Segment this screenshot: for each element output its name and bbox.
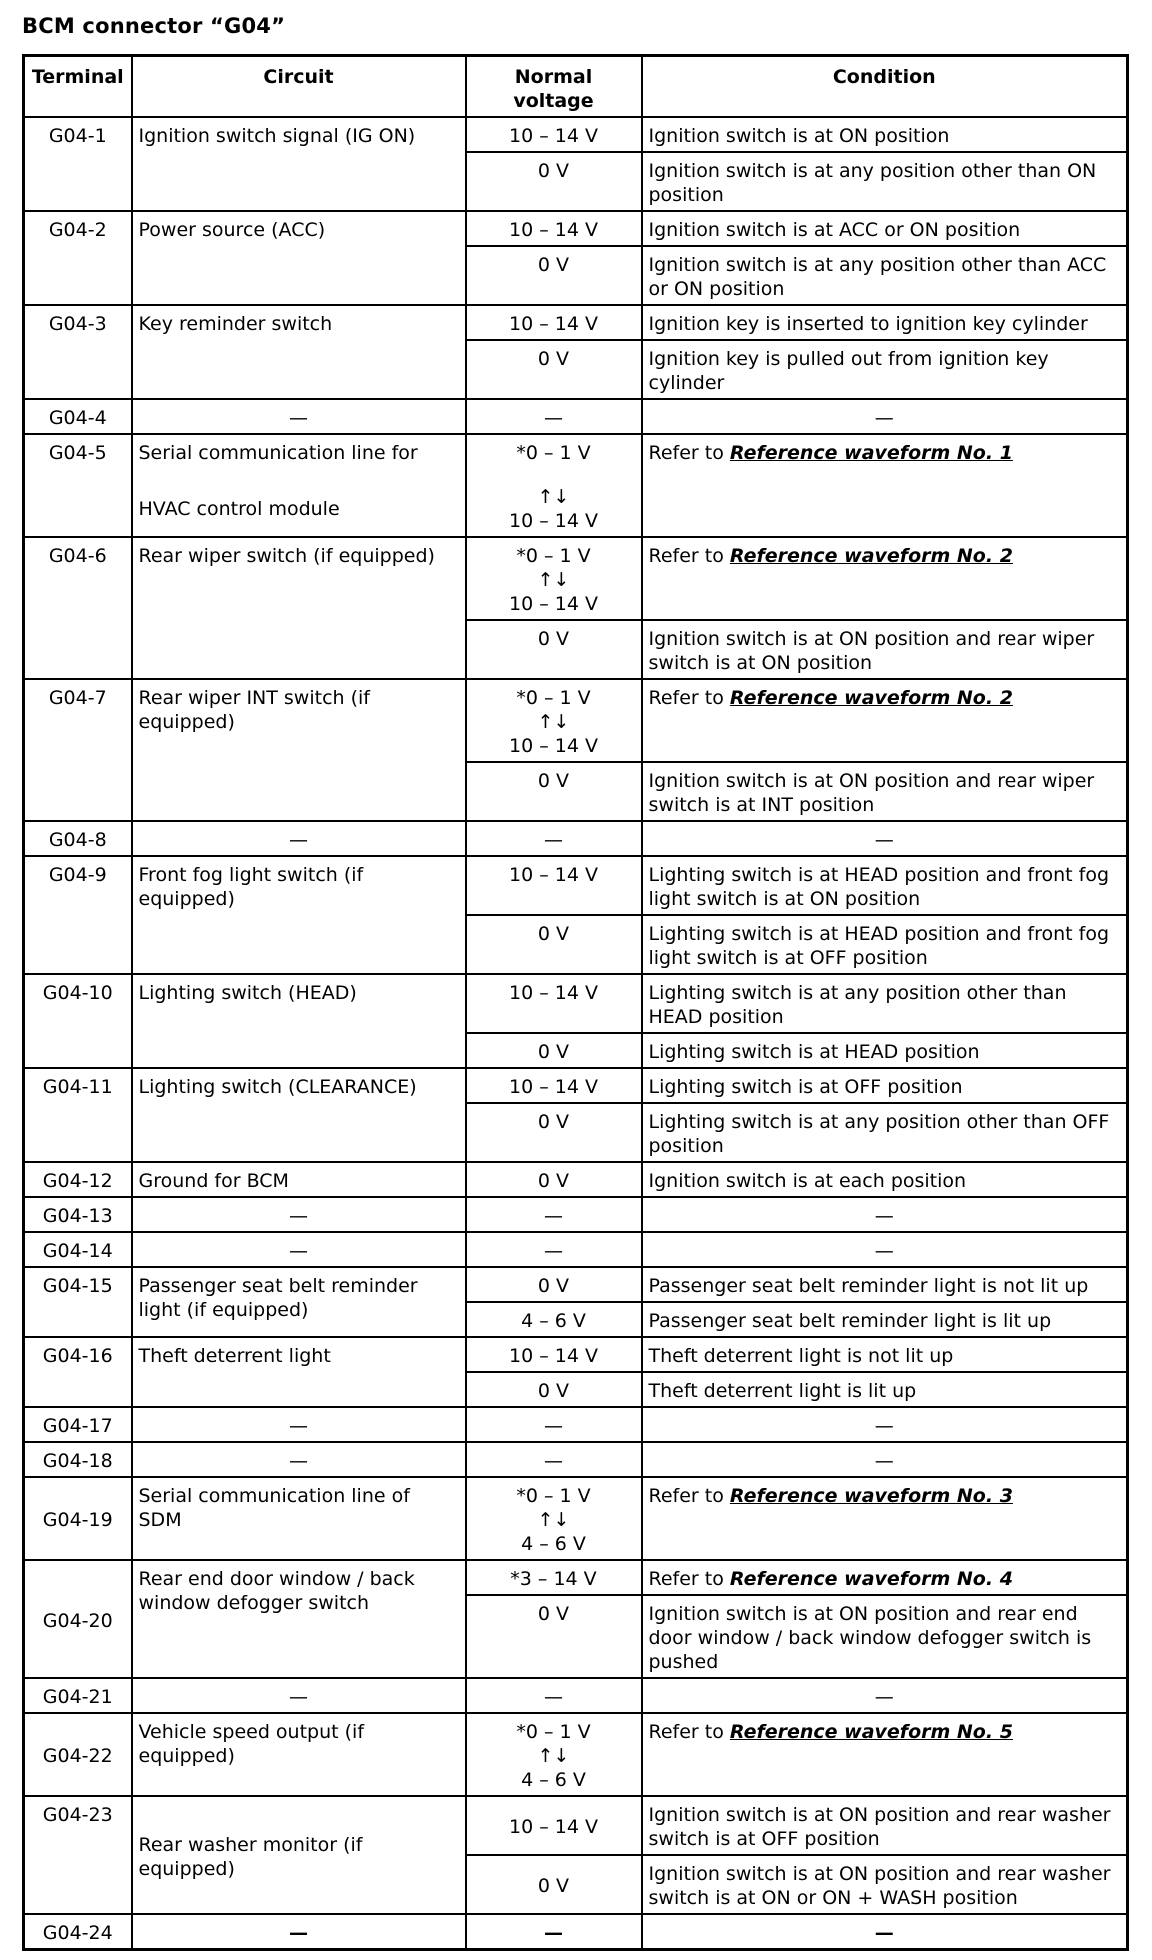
table-row	[24, 1713, 1128, 1796]
voltage-low: *0 – 1 V	[516, 1485, 591, 1507]
toggle-arrows-icon: ↑↓	[537, 1745, 570, 1767]
voltage-cell: 10 – 14 V	[466, 856, 642, 915]
toggle-arrows-icon: ↑↓	[537, 486, 570, 508]
voltage-cell	[466, 679, 642, 762]
circuit-line: Serial communication line for	[138, 442, 418, 464]
voltage-cell: —	[466, 1442, 642, 1477]
circuit-cell: Lighting switch (HEAD)	[132, 974, 466, 1068]
voltage-cell: 0 V	[466, 1103, 642, 1162]
voltage-cell: —	[466, 1678, 642, 1713]
voltage-cell: —	[466, 1407, 642, 1442]
condition-cell: Ignition switch is at ACC or ON position	[642, 211, 1128, 246]
voltage-high: 10 – 14 V	[509, 735, 598, 757]
table-row	[24, 679, 1128, 762]
voltage-cell: 10 – 14 V	[466, 117, 642, 152]
circuit-cell	[132, 434, 466, 537]
condition-cell: Ignition switch is at ON position	[642, 117, 1128, 152]
header-voltage-line2: voltage	[513, 90, 594, 112]
terminal-cell: G04-8	[24, 821, 132, 856]
table-row	[24, 1162, 1128, 1197]
terminal-cell: G04-4	[24, 399, 132, 434]
condition-cell: Ignition switch is at each position	[642, 1162, 1128, 1197]
voltage-high: 10 – 14 V	[509, 593, 598, 615]
voltage-low: *0 – 1 V	[516, 687, 591, 709]
table-row	[24, 1337, 1128, 1372]
voltage-cell: —	[466, 1197, 642, 1232]
terminal-cell: G04-5	[24, 434, 132, 537]
header-row	[24, 56, 1128, 118]
reference-waveform-link[interactable]: Reference waveform No. 2	[729, 545, 1013, 567]
refer-prefix: Refer to	[648, 545, 730, 567]
table-row	[24, 856, 1128, 915]
circuit-cell: —	[132, 1197, 466, 1232]
condition-cell: —	[642, 1442, 1128, 1477]
condition-cell: Lighting switch is at any position other than OFF position	[642, 1103, 1128, 1162]
circuit-cell: Rear wiper INT switch (if equipped)	[132, 679, 466, 821]
voltage-low: *0 – 1 V	[516, 442, 591, 464]
header-terminal: Terminal	[24, 56, 132, 118]
terminal-cell: G04-24	[24, 1914, 132, 1950]
condition-cell: Ignition switch is at any position other than ACC or ON position	[642, 246, 1128, 305]
table-row	[24, 1914, 1128, 1950]
condition-cell: Ignition switch is at ON position and rear washer switch is at OFF position	[642, 1796, 1128, 1855]
circuit-cell: Rear end door window / back window defogger switch	[132, 1560, 466, 1678]
condition-cell	[642, 537, 1128, 620]
condition-cell: Ignition key is inserted to ignition key cylinder	[642, 305, 1128, 340]
condition-cell: —	[642, 1407, 1128, 1442]
voltage-cell	[466, 537, 642, 620]
reference-waveform-link[interactable]: Reference waveform No. 5	[729, 1721, 1013, 1743]
toggle-arrows-icon: ↑↓	[537, 1509, 570, 1531]
condition-cell: Theft deterrent light is lit up	[642, 1372, 1128, 1407]
table-row	[24, 1477, 1128, 1560]
condition-cell: Lighting switch is at OFF position	[642, 1068, 1128, 1103]
terminal-cell: G04-6	[24, 537, 132, 679]
circuit-cell: Theft deterrent light	[132, 1337, 466, 1407]
terminal-cell: G04-19	[24, 1477, 132, 1560]
terminal-cell: G04-10	[24, 974, 132, 1068]
terminal-cell: G04-14	[24, 1232, 132, 1267]
voltage-cell: 0 V	[466, 340, 642, 399]
reference-waveform-link[interactable]: Reference waveform No. 4	[729, 1568, 1013, 1590]
voltage-cell: 10 – 14 V	[466, 211, 642, 246]
terminal-cell: G04-16	[24, 1337, 132, 1407]
reference-waveform-link[interactable]: Reference waveform No. 1	[729, 442, 1013, 464]
voltage-cell	[466, 1713, 642, 1796]
terminal-cell: G04-21	[24, 1678, 132, 1713]
voltage-cell: 0 V	[466, 246, 642, 305]
voltage-cell: 0 V	[466, 620, 642, 679]
voltage-cell: 10 – 14 V	[466, 1068, 642, 1103]
voltage-cell: —	[466, 821, 642, 856]
voltage-cell: 0 V	[466, 1162, 642, 1197]
toggle-arrows-icon: ↑↓	[537, 711, 570, 733]
condition-cell: —	[642, 1678, 1128, 1713]
terminal-cell: G04-15	[24, 1267, 132, 1337]
toggle-arrows-icon: ↑↓	[537, 569, 570, 591]
circuit-cell: Key reminder switch	[132, 305, 466, 399]
table-row	[24, 1197, 1128, 1232]
terminal-cell: G04-23	[24, 1796, 132, 1914]
voltage-cell: 0 V	[466, 152, 642, 211]
refer-prefix: Refer to	[648, 442, 730, 464]
voltage-cell: 0 V	[466, 762, 642, 821]
condition-cell: Ignition switch is at ON position and rear wiper switch is at INT position	[642, 762, 1128, 821]
terminal-cell: G04-20	[24, 1560, 132, 1678]
table-row	[24, 537, 1128, 620]
table-row	[24, 1796, 1128, 1855]
voltage-cell: 0 V	[466, 1595, 642, 1678]
circuit-cell: Serial communication line of SDM	[132, 1477, 466, 1560]
condition-cell: Lighting switch is at HEAD position and front fog light switch is at OFF position	[642, 915, 1128, 974]
terminal-cell: G04-1	[24, 117, 132, 211]
table-row	[24, 117, 1128, 152]
voltage-cell: 10 – 14 V	[466, 305, 642, 340]
voltage-cell	[466, 434, 642, 537]
condition-cell: Passenger seat belt reminder light is not lit up	[642, 1267, 1128, 1302]
header-circuit: Circuit	[132, 56, 466, 118]
table-row	[24, 305, 1128, 340]
terminal-cell: G04-7	[24, 679, 132, 821]
voltage-cell: 0 V	[466, 1855, 642, 1914]
terminal-cell: G04-22	[24, 1713, 132, 1796]
circuit-cell: Passenger seat belt reminder light (if equipped)	[132, 1267, 466, 1337]
circuit-cell: —	[132, 1914, 466, 1950]
circuit-line: HVAC control module	[138, 498, 340, 520]
circuit-cell: —	[132, 1678, 466, 1713]
condition-cell: —	[642, 821, 1128, 856]
terminal-cell: G04-2	[24, 211, 132, 305]
circuit-cell: Rear washer monitor (if equipped)	[132, 1796, 466, 1914]
condition-cell	[642, 1713, 1128, 1796]
terminal-cell: G04-11	[24, 1068, 132, 1162]
header-condition: Condition	[642, 56, 1128, 118]
table-row	[24, 211, 1128, 246]
condition-cell: —	[642, 1914, 1128, 1950]
voltage-cell: 0 V	[466, 915, 642, 974]
bcm-connector-table	[22, 54, 1129, 1951]
refer-prefix: Refer to	[648, 1568, 730, 1590]
reference-waveform-link[interactable]: Reference waveform No. 2	[729, 687, 1013, 709]
table-row	[24, 974, 1128, 1033]
table-row	[24, 1232, 1128, 1267]
condition-cell: Lighting switch is at HEAD position and front fog light switch is at ON position	[642, 856, 1128, 915]
voltage-low: *0 – 1 V	[516, 1721, 591, 1743]
table-row	[24, 1068, 1128, 1103]
voltage-cell: —	[466, 1914, 642, 1950]
condition-cell	[642, 434, 1128, 537]
circuit-cell: Ignition switch signal (IG ON)	[132, 117, 466, 211]
terminal-cell: G04-18	[24, 1442, 132, 1477]
condition-cell	[642, 679, 1128, 762]
voltage-cell: 0 V	[466, 1033, 642, 1068]
header-voltage-line1: Normal	[514, 66, 593, 88]
reference-waveform-link[interactable]: Reference waveform No. 3	[729, 1485, 1013, 1507]
refer-prefix: Refer to	[648, 1485, 730, 1507]
circuit-cell: Power source (ACC)	[132, 211, 466, 305]
voltage-cell: —	[466, 1232, 642, 1267]
condition-cell: Theft deterrent light is not lit up	[642, 1337, 1128, 1372]
condition-cell: —	[642, 399, 1128, 434]
condition-cell: Ignition key is pulled out from ignition key cylinder	[642, 340, 1128, 399]
voltage-cell: 10 – 14 V	[466, 1337, 642, 1372]
page-title: BCM connector “G04”	[22, 14, 286, 38]
terminal-cell: G04-9	[24, 856, 132, 974]
voltage-cell: *3 – 14 V	[466, 1560, 642, 1595]
terminal-cell: G04-17	[24, 1407, 132, 1442]
voltage-low: *0 – 1 V	[516, 545, 591, 567]
circuit-cell: Front fog light switch (if equipped)	[132, 856, 466, 974]
condition-cell: Lighting switch is at any position other than HEAD position	[642, 974, 1128, 1033]
condition-cell: —	[642, 1197, 1128, 1232]
header-voltage	[466, 56, 642, 118]
condition-cell: Passenger seat belt reminder light is lit up	[642, 1302, 1128, 1337]
table-row	[24, 434, 1128, 537]
table-row	[24, 399, 1128, 434]
voltage-high: 10 – 14 V	[509, 510, 598, 532]
voltage-cell: 4 – 6 V	[466, 1302, 642, 1337]
voltage-high: 4 – 6 V	[521, 1769, 586, 1791]
circuit-cell: —	[132, 1442, 466, 1477]
refer-prefix: Refer to	[648, 687, 730, 709]
circuit-cell: Ground for BCM	[132, 1162, 466, 1197]
circuit-cell: —	[132, 399, 466, 434]
voltage-cell: 10 – 14 V	[466, 1796, 642, 1855]
voltage-cell: 0 V	[466, 1267, 642, 1302]
condition-cell: Ignition switch is at ON position and rear wiper switch is at ON position	[642, 620, 1128, 679]
circuit-cell: Rear wiper switch (if equipped)	[132, 537, 466, 679]
voltage-cell	[466, 1477, 642, 1560]
voltage-high: 4 – 6 V	[521, 1533, 586, 1555]
terminal-cell: G04-3	[24, 305, 132, 399]
terminal-cell: G04-12	[24, 1162, 132, 1197]
circuit-cell: —	[132, 1407, 466, 1442]
circuit-cell: Lighting switch (CLEARANCE)	[132, 1068, 466, 1162]
table-row	[24, 1407, 1128, 1442]
condition-cell: Lighting switch is at HEAD position	[642, 1033, 1128, 1068]
circuit-cell: —	[132, 1232, 466, 1267]
terminal-cell: G04-13	[24, 1197, 132, 1232]
table-row	[24, 1560, 1128, 1595]
refer-prefix: Refer to	[648, 1721, 730, 1743]
condition-cell: —	[642, 1232, 1128, 1267]
circuit-cell: —	[132, 821, 466, 856]
voltage-cell: 10 – 14 V	[466, 974, 642, 1033]
condition-cell: Ignition switch is at ON position and rear end door window / back window defogger switch is pushed	[642, 1595, 1128, 1678]
table-row	[24, 1678, 1128, 1713]
voltage-cell: 0 V	[466, 1372, 642, 1407]
table-row	[24, 821, 1128, 856]
table-row	[24, 1442, 1128, 1477]
voltage-cell: —	[466, 399, 642, 434]
circuit-cell: Vehicle speed output (if equipped)	[132, 1713, 466, 1796]
condition-cell: Ignition switch is at any position other than ON position	[642, 152, 1128, 211]
table-row	[24, 1267, 1128, 1302]
condition-cell: Ignition switch is at ON position and rear washer switch is at ON or ON + WASH position	[642, 1855, 1128, 1914]
condition-cell	[642, 1560, 1128, 1595]
condition-cell	[642, 1477, 1128, 1560]
